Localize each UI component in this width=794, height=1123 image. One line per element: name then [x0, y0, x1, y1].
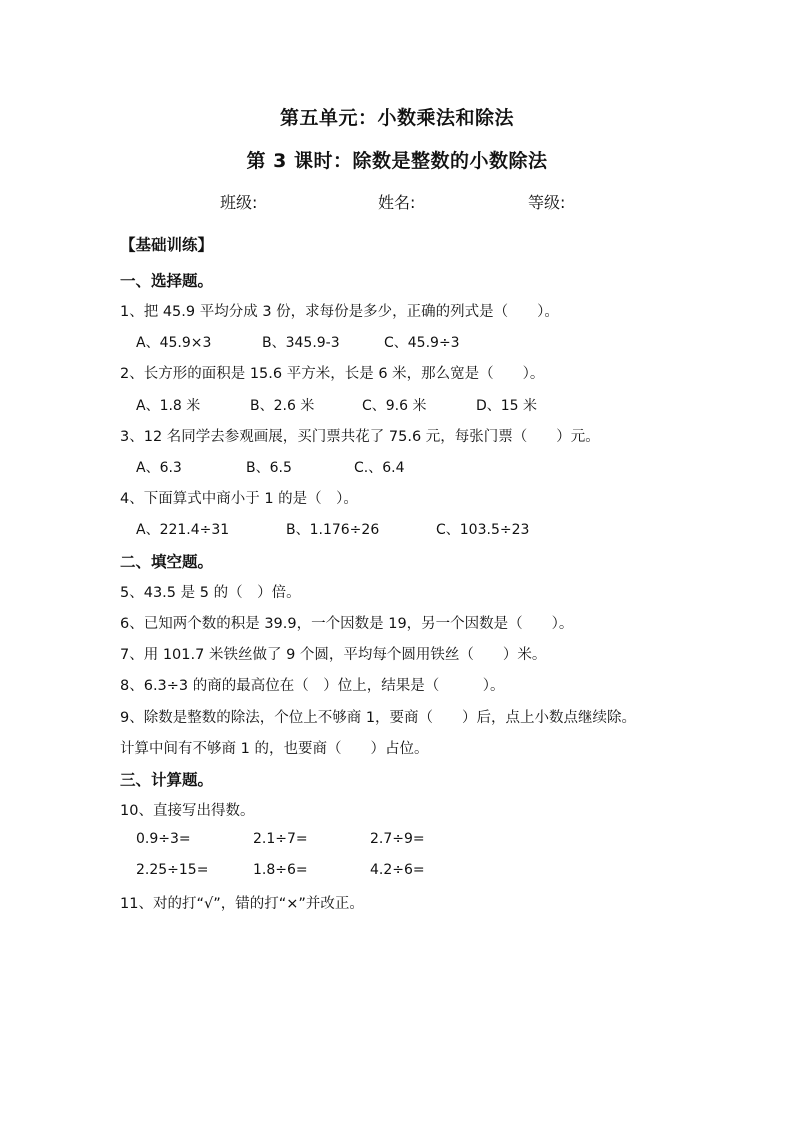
q2-option-b: B、2.6 米	[250, 398, 315, 414]
q2-option-a: A、1.8 米	[136, 398, 201, 414]
question-8: 8、6.3÷3 的商的最高位在（ ）位上，结果是（ ）。	[120, 678, 505, 694]
question-11: 11、对的打“√”，错的打“×”并改正。	[120, 896, 364, 912]
grade-label: 等级:	[528, 193, 566, 212]
calc-item: 2.7÷9=	[370, 831, 425, 847]
question-2: 2、长方形的面积是 15.6 平方米，长是 6 米，那么宽是（ ）。	[120, 366, 545, 382]
calc-item: 2.1÷7=	[253, 831, 308, 847]
question-4: 4、下面算式中商小于 1 的是（ ）。	[120, 491, 358, 507]
question-9-line-2: 计算中间有不够商 1 的，也要商（ ）占位。	[120, 741, 429, 757]
part3-heading: 三、计算题。	[120, 771, 214, 789]
q2-option-d: D、15 米	[476, 398, 538, 414]
q4-option-c: C、103.5÷23	[436, 522, 530, 538]
section-basic-training: 【基础训练】	[120, 236, 214, 254]
question-6: 6、已知两个数的积是 39.9，一个因数是 19，另一个因数是（ ）。	[120, 616, 574, 632]
calc-item: 2.25÷15=	[136, 862, 209, 878]
q3-option-c: C.、6.4	[354, 460, 405, 476]
calc-item: 0.9÷3=	[136, 831, 191, 847]
part1-heading: 一、选择题。	[120, 272, 214, 290]
page-subtitle: 第 3 课时：除数是整数的小数除法	[246, 150, 548, 172]
class-label: 班级:	[220, 193, 258, 212]
q4-option-b: B、1.176÷26	[286, 522, 380, 538]
q1-option-a: A、45.9×3	[136, 335, 212, 351]
calc-item: 4.2÷6=	[370, 862, 425, 878]
q1-option-c: C、45.9÷3	[384, 335, 460, 351]
part2-heading: 二、填空题。	[120, 553, 214, 571]
page-title: 第五单元：小数乘法和除法	[279, 107, 514, 129]
question-7: 7、用 101.7 米铁丝做了 9 个圆，平均每个圆用铁丝（ ）米。	[120, 647, 547, 663]
question-3: 3、12 名同学去参观画展，买门票共花了 75.6 元，每张门票（ ）元。	[120, 429, 600, 445]
calc-item: 1.8÷6=	[253, 862, 308, 878]
q4-option-a: A、221.4÷31	[136, 522, 230, 538]
name-label: 姓名:	[378, 193, 416, 212]
q3-option-b: B、6.5	[246, 460, 292, 476]
question-1: 1、把 45.9 平均分成 3 份，求每份是多少，正确的列式是（ ）。	[120, 304, 559, 320]
question-10: 10、直接写出得数。	[120, 803, 255, 819]
q2-option-c: C、9.6 米	[362, 398, 427, 414]
q1-option-b: B、345.9-3	[262, 335, 340, 351]
question-9-line-1: 9、除数是整数的除法，个位上不够商 1，要商（ ）后，点上小数点继续除。	[120, 710, 637, 726]
q3-option-a: A、6.3	[136, 460, 182, 476]
question-5: 5、43.5 是 5 的（ ）倍。	[120, 585, 301, 601]
